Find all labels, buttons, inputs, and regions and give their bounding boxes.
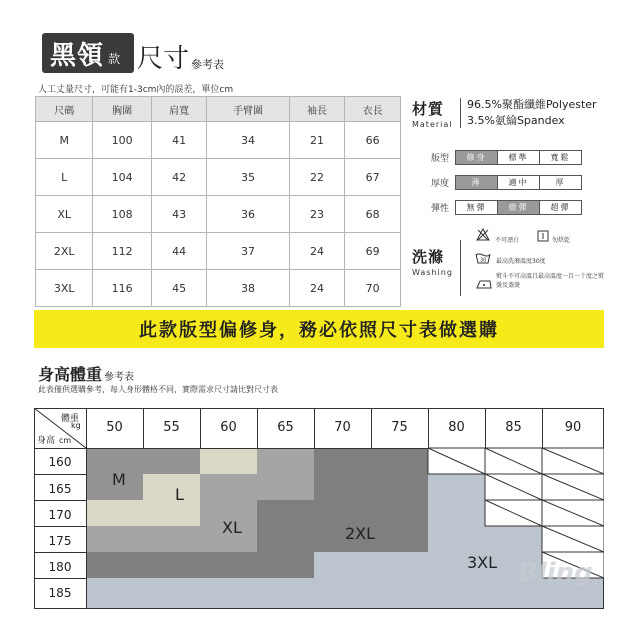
- notice-banner: [34, 310, 604, 348]
- weight-header: 50: [106, 420, 123, 435]
- table-cell: 21: [289, 122, 345, 159]
- title-kuan: 款: [108, 51, 121, 66]
- material-divider: [460, 98, 461, 128]
- attr-thickness: [431, 175, 582, 190]
- hw-title-text: 身高體重: [38, 365, 103, 384]
- hw-note: 此表僅供選購參考，每人身形體格不同，實際需求尺寸請比對尺寸表: [38, 385, 278, 394]
- corner-height-label: 身高: [37, 436, 56, 446]
- weight-header: 90: [564, 420, 582, 435]
- washing-label: [412, 246, 453, 277]
- height-header: 175: [48, 534, 72, 548]
- material-label: [412, 98, 453, 129]
- size-title-ref: 參考表: [191, 58, 225, 71]
- size-title-text: 尺寸: [137, 44, 190, 74]
- table-row: [36, 196, 401, 233]
- table-cell: 104: [93, 159, 151, 196]
- corner-kg-label: kg: [71, 421, 81, 430]
- height-header: 180: [48, 560, 72, 574]
- title-main: 黑領: [50, 40, 105, 71]
- table-cell: 23: [289, 196, 345, 233]
- attr-fit: [431, 150, 582, 165]
- table-cell: 38: [207, 270, 289, 307]
- washing-label-cn: 洗滌: [412, 248, 445, 266]
- size-title-badge: [42, 33, 134, 73]
- no-bleach-icon: [476, 228, 490, 241]
- no-tumble-dry-icon: [537, 230, 549, 242]
- col-header: 手臂圍: [207, 97, 289, 122]
- table-cell: 24: [289, 233, 345, 270]
- weight-header: 65: [277, 420, 294, 435]
- weight-header: 55: [163, 420, 180, 435]
- table-cell: 69: [345, 233, 401, 270]
- table-cell: 116: [93, 270, 151, 307]
- zone-label-xl: XL: [222, 518, 242, 537]
- wash-tub-icon: [475, 252, 491, 264]
- washing-label-en: Washing: [412, 268, 453, 277]
- wash-temp-text: 最高洗滌溫度30度: [496, 258, 546, 265]
- weight-header: 85: [505, 420, 522, 435]
- table-row: [36, 159, 401, 196]
- attr-label: 厚度: [431, 179, 450, 189]
- table-row: [36, 270, 401, 307]
- col-header: 袖長: [289, 97, 345, 122]
- table-cell: 34: [207, 122, 289, 159]
- table-cell: 43: [151, 196, 207, 233]
- measurement-note: 人工丈量尺寸，可能有1-3cm內的誤差，單位cm: [38, 85, 234, 95]
- table-row: [36, 233, 401, 270]
- attr-label: 版型: [431, 154, 450, 164]
- height-header: 170: [48, 508, 72, 522]
- wash-temp-mark: 30: [480, 257, 487, 264]
- attr-option-selected: 薄: [456, 176, 498, 189]
- attr-option-selected: 微彈: [498, 201, 540, 214]
- table-cell: 100: [93, 122, 151, 159]
- weight-header: 60: [220, 420, 237, 435]
- col-header: 衣長: [345, 97, 401, 122]
- table-cell: 3XL: [36, 270, 93, 307]
- material-composition: [467, 97, 597, 129]
- attr-options: [455, 200, 582, 215]
- iron-icon: [475, 278, 493, 290]
- table-cell: 22: [289, 159, 345, 196]
- attr-options: [455, 175, 582, 190]
- attr-option: 超彈: [550, 203, 571, 212]
- table-cell: 112: [93, 233, 151, 270]
- material-line: 96.5%聚酯纖維Polyester: [467, 98, 597, 111]
- height-header: 160: [48, 455, 72, 469]
- attr-option-selected: 修身: [456, 151, 498, 164]
- hw-title-ref: 參考表: [104, 372, 135, 383]
- col-header: 肩寬: [151, 97, 207, 122]
- attr-option: 適中: [498, 176, 540, 189]
- table-cell: 35: [207, 159, 289, 196]
- attr-option: 無彈: [456, 201, 498, 214]
- attr-option: 標準: [498, 151, 540, 164]
- table-cell: 70: [345, 270, 401, 307]
- watermark-logo: Bling: [518, 558, 593, 588]
- attr-options: [455, 150, 582, 165]
- no-tumble-dry-text: 勿烘乾: [552, 237, 571, 244]
- height-header: 165: [48, 482, 72, 496]
- iron-text: 熨斗不可高溫且最高溫度一百一十度之熨燙及蒸燙: [496, 273, 605, 289]
- table-row: [36, 122, 401, 159]
- zone-label-3xl: 3XL: [467, 553, 498, 572]
- table-cell: 68: [345, 196, 401, 233]
- table-cell: L: [36, 159, 93, 196]
- table-cell: 44: [151, 233, 207, 270]
- table-cell: 37: [207, 233, 289, 270]
- attr-option: 寬鬆: [550, 153, 571, 162]
- weight-header: 75: [391, 420, 408, 435]
- weight-header: 70: [334, 420, 351, 435]
- corner-cm-label: cm: [59, 436, 72, 445]
- material-label-cn: 材質: [412, 100, 445, 118]
- zone-label-2xl: 2XL: [345, 524, 376, 543]
- table-cell: 41: [151, 122, 207, 159]
- hw-title: [38, 362, 134, 385]
- table-cell: 2XL: [36, 233, 93, 270]
- height-header: 185: [48, 586, 72, 600]
- table-cell: M: [36, 122, 93, 159]
- table-cell: 45: [151, 270, 207, 307]
- size-table-header: [36, 97, 401, 122]
- zone-label-m: M: [112, 470, 126, 489]
- attr-option: 厚: [555, 178, 566, 187]
- table-cell: 36: [207, 196, 289, 233]
- notice-banner-text: 此款版型偏修身，務必依照尺寸表做選購: [139, 320, 499, 341]
- table-cell: 108: [93, 196, 151, 233]
- weight-header: 80: [448, 420, 465, 435]
- col-header: 胸圍: [93, 97, 151, 122]
- material-line: 3.5%氨綸Spandex: [467, 114, 565, 127]
- attr-label: 彈性: [431, 204, 450, 214]
- size-title: [137, 38, 224, 75]
- zone-label-l: L: [175, 485, 184, 504]
- table-cell: 42: [151, 159, 207, 196]
- material-label-en: Material: [412, 120, 453, 129]
- corner-weight-label: 體重: [61, 414, 80, 424]
- table-cell: XL: [36, 196, 93, 233]
- attr-elasticity: [431, 200, 582, 215]
- table-cell: 24: [289, 270, 345, 307]
- washing-divider: [460, 240, 461, 296]
- table-cell: 66: [345, 122, 401, 159]
- size-table: [35, 96, 401, 307]
- no-bleach-text: 不可漂白: [495, 237, 520, 244]
- table-cell: 67: [345, 159, 401, 196]
- col-header: 尺碼: [36, 97, 93, 122]
